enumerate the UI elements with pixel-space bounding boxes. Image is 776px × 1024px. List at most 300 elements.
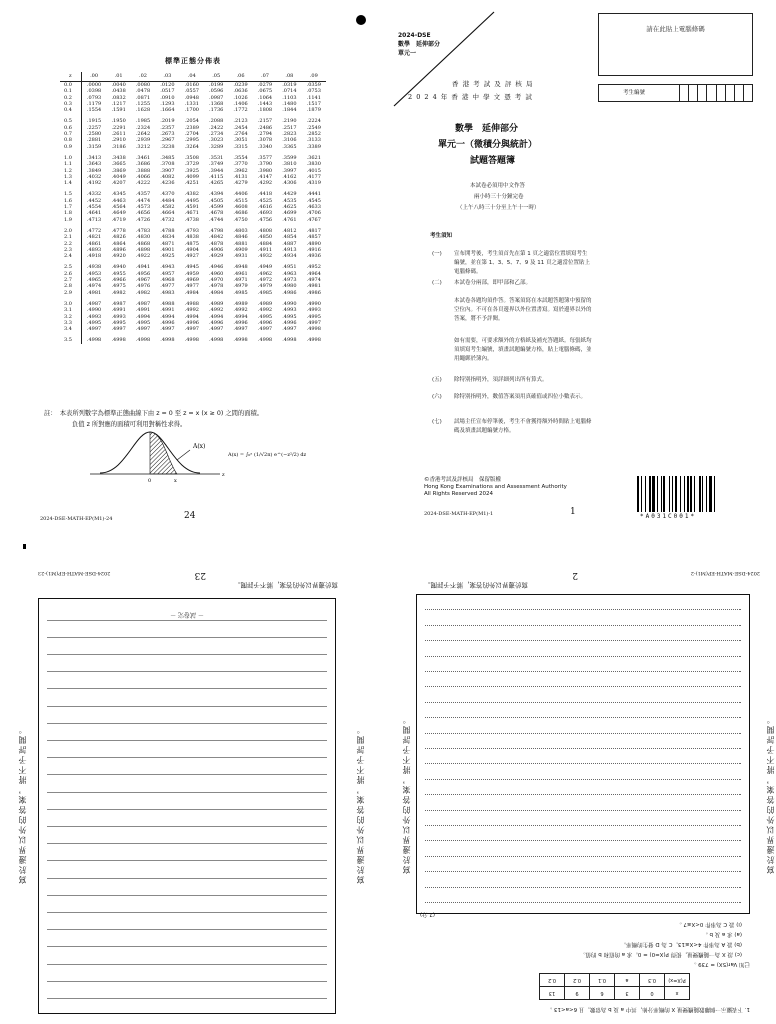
- area-value-cell: .4884: [257, 240, 273, 247]
- area-value-cell: .1368: [209, 100, 224, 107]
- answer-line: [425, 748, 741, 749]
- z-value-cell: 0.9: [60, 144, 81, 150]
- area-value-cell: .4960: [209, 270, 224, 277]
- area-value-cell: .1255: [135, 100, 151, 107]
- area-value-cell: .4608: [233, 204, 248, 211]
- answer-line: [425, 871, 741, 872]
- probability-table-cell: 0: [640, 987, 665, 1000]
- area-value-cell: .0517: [160, 88, 175, 95]
- area-value-cell: .1517: [306, 100, 321, 107]
- question-parts: [420, 919, 750, 959]
- answer-line: [425, 856, 741, 857]
- barcode-sticker-label: 請在此貼上電腦條碼: [646, 25, 705, 33]
- table-row: [60, 137, 326, 143]
- side-note-right-23: 寫於邊界以外的答案，將不予評閱。: [18, 724, 27, 884]
- table-header-cell: .08: [277, 72, 301, 82]
- area-value-cell: .3106: [282, 137, 297, 144]
- answer-line: [425, 794, 741, 795]
- z-value-cell: 2.0: [60, 228, 81, 234]
- note-line-1: 註： 本表所列數字為標準正態曲線下由 z = 0 至 z = x (x ≥ 0) 之間的面積。: [44, 410, 264, 417]
- area-value-cell: .4998: [160, 337, 175, 344]
- subject-short: 數學 延伸部分: [398, 41, 441, 48]
- instruction-text: 本試卷分兩部，即甲部和乙部。: [454, 280, 532, 286]
- probability-table-cell: 0.3: [640, 974, 665, 987]
- question-part: (b) 設 A 為事件 4<X≤13，C 為 D 發生的概率。: [620, 941, 742, 947]
- area-value-cell: .4994: [160, 313, 175, 320]
- barcode-graphic: [637, 476, 747, 514]
- area-value-cell: .2422: [209, 124, 224, 131]
- z-value-cell: 3.1: [60, 307, 81, 313]
- candidate-number-label: 考生編號: [599, 85, 680, 101]
- area-value-cell: .4066: [135, 173, 151, 180]
- area-value-cell: .4357: [135, 191, 151, 198]
- area-value-cell: .4834: [160, 234, 175, 241]
- area-value-cell: .1179: [86, 100, 102, 107]
- area-value-cell: .3554: [233, 154, 248, 161]
- area-value-cell: .4474: [135, 197, 151, 204]
- area-value-cell: .4997: [306, 319, 321, 326]
- table-header-cell: .03: [155, 72, 179, 82]
- z-value-cell: 2.8: [60, 283, 81, 289]
- variance-line: 已知 Var(5X) = 739 。: [690, 961, 750, 967]
- area-value-cell: .4993: [282, 307, 297, 314]
- area-value-cell: .4887: [282, 240, 297, 247]
- question-part: (a) 求 a 及 b 。: [702, 931, 742, 937]
- area-value-cell: .0478: [135, 88, 151, 95]
- area-value-cell: .4949: [257, 264, 273, 271]
- probability-table-cell: x: [665, 987, 690, 1000]
- z-value-cell: 1.4: [60, 180, 81, 186]
- duration-line: 兩小時三十分鐘完卷: [474, 194, 524, 200]
- area-value-cell: .4955: [111, 270, 126, 277]
- area-value-cell: .3643: [86, 161, 102, 168]
- area-value-cell: .4938: [86, 264, 102, 271]
- area-value-cell: .4985: [257, 289, 273, 296]
- area-value-cell: .4997: [209, 326, 224, 333]
- area-value-cell: .4857: [306, 234, 321, 241]
- area-value-cell: .4948: [233, 264, 248, 271]
- instruction-text: 除特別指明外，數值答案須用真確值或四位小數表示。: [454, 394, 587, 400]
- question-part: (i) 設 C 為事件 0<X≤7 。: [676, 921, 742, 927]
- corner-mark: [23, 544, 26, 549]
- area-value-cell: .4599: [209, 204, 224, 211]
- area-value-cell: .4996: [233, 319, 248, 326]
- table-row: [60, 168, 326, 174]
- area-value-cell: .4990: [282, 300, 297, 307]
- instruction-text: 試場主任宣布停筆後，考生不會獲得額外時間貼上電腦條碼及填畫試題編號方格。: [454, 419, 592, 434]
- table-header-cell: .09: [302, 72, 326, 82]
- answer-line: [47, 981, 327, 982]
- question-intro: 1. 下表顯示一個離散隨機變量 X 的概率分佈，其中 a 及 b 為常數，且 6<a<13 。: [546, 1006, 750, 1012]
- area-value-cell: .3238: [160, 143, 175, 150]
- answer-line: [425, 825, 741, 826]
- probability-table-cell: 0.1: [590, 974, 615, 987]
- answer-area-23[interactable]: [38, 598, 336, 1014]
- question-1-block: [420, 909, 750, 1014]
- side-note-right-2: 寫於邊界以外的答案，將不予評閱。: [402, 714, 411, 874]
- area-value-cell: .4826: [111, 234, 126, 241]
- area-value-cell: .0279: [257, 82, 273, 88]
- area-value-cell: .4441: [306, 191, 321, 198]
- area-value-cell: .4236: [160, 180, 175, 187]
- z-value-cell: 1.0: [60, 155, 81, 161]
- answer-line: [425, 779, 741, 780]
- z-value-cell: 0.0: [60, 82, 81, 89]
- area-value-cell: .4981: [306, 283, 321, 290]
- area-value-cell: .4893: [86, 246, 102, 253]
- area-value-cell: .4633: [306, 204, 321, 211]
- answer-line: [47, 809, 327, 810]
- area-value-cell: .0080: [135, 82, 151, 88]
- answer-area-2[interactable]: [416, 594, 750, 914]
- area-value-cell: .4998: [86, 337, 102, 344]
- area-value-cell: .4929: [209, 253, 224, 260]
- area-value-cell: .4980: [282, 283, 297, 290]
- area-value-cell: .4686: [233, 210, 248, 217]
- copyright-en-1: Hong Kong Examinations and Assessment Authority: [424, 484, 567, 490]
- area-value-cell: .4971: [233, 277, 248, 284]
- area-value-cell: .4990: [306, 300, 321, 307]
- area-value-cell: .3869: [111, 167, 126, 174]
- table-row: [60, 82, 326, 89]
- area-value-cell: .1064: [257, 94, 273, 101]
- area-value-cell: .3830: [306, 161, 321, 168]
- area-value-cell: .4693: [257, 210, 273, 217]
- area-value-cell: .4940: [111, 264, 126, 271]
- answer-line: [425, 656, 741, 657]
- area-value-cell: .4993: [86, 313, 102, 320]
- area-value-cell: .2549: [306, 124, 321, 131]
- area-value-cell: .4545: [306, 197, 321, 204]
- area-value-cell: .4279: [233, 180, 248, 187]
- area-value-cell: .2257: [86, 124, 102, 131]
- answer-line: [47, 895, 327, 896]
- area-value-cell: .4099: [184, 173, 199, 180]
- area-value-cell: .3186: [111, 143, 126, 150]
- area-value-cell: .2123: [233, 118, 248, 125]
- answer-line: [425, 902, 741, 903]
- cover-booklet-title: 試題答題簿: [470, 156, 516, 166]
- area-value-cell: .1331: [184, 100, 199, 107]
- area-value-cell: .2673: [160, 131, 175, 138]
- z-value-cell: 2.3: [60, 247, 81, 253]
- z-value-cell: 1.8: [60, 210, 81, 216]
- area-value-cell: .0675: [257, 88, 273, 95]
- answer-line: [47, 637, 327, 638]
- answer-line: [47, 774, 327, 775]
- area-value-cell: .4292: [257, 180, 273, 187]
- area-value-cell: .4993: [111, 313, 126, 320]
- area-value-cell: .4941: [135, 264, 151, 271]
- answer-line: [47, 826, 327, 827]
- area-value-cell: .4997: [135, 326, 151, 333]
- area-value-cell: .4998: [282, 337, 297, 344]
- instruction-text: 宣布開考後，考生須首先在第 1 頁之適當位置填寫考生編號，並在第 1、3、5、7、9 及 11 頁之適當位置貼上電腦條碼。: [454, 251, 590, 275]
- area-value-cell: .4994: [184, 313, 199, 320]
- area-value-cell: .4918: [86, 253, 102, 260]
- answer-line: [425, 717, 741, 718]
- area-value-cell: .4995: [111, 319, 126, 326]
- area-value-cell: .1103: [282, 94, 297, 101]
- area-value-cell: .4973: [282, 277, 297, 284]
- z-value-cell: 0.4: [60, 107, 81, 113]
- answer-line: [47, 757, 327, 758]
- area-value-cell: .4222: [135, 180, 151, 187]
- answer-line: [47, 706, 327, 707]
- table-body: [60, 82, 326, 344]
- area-value-cell: .2611: [111, 131, 126, 138]
- instruction-text: 如有需要，可要求額外的方格紙及補充答題紙。每張紙均須填寫考生編號，填畫試題編號方格，貼上電腦條碼，並用繩綁於簿內。: [454, 338, 592, 362]
- table-note: [44, 408, 334, 430]
- area-value-cell: .4996: [209, 319, 224, 326]
- area-value-cell: .4997: [233, 326, 248, 333]
- z-value-cell: 3.0: [60, 301, 81, 307]
- area-value-cell: .4706: [306, 210, 321, 217]
- area-value-cell: .4989: [233, 300, 248, 307]
- answer-line: [47, 654, 327, 655]
- area-value-cell: .4382: [184, 191, 199, 198]
- area-value-cell: .0793: [86, 94, 102, 101]
- area-value-cell: .4962: [257, 270, 273, 277]
- area-value-cell: .4994: [233, 313, 248, 320]
- area-value-cell: .0239: [233, 82, 248, 88]
- table-header-cell: .05: [204, 72, 228, 82]
- area-value-cell: .3078: [257, 137, 273, 144]
- area-value-cell: .3531: [209, 154, 224, 161]
- area-value-cell: .1985: [135, 118, 151, 125]
- instruction-text: 本試卷各題均須作答。答案須寫在本試題答題簿中預留的空位內。不可在各頁邊界以外位置書寫。寫於邊界以外的答案，將不予評閱。: [454, 298, 592, 322]
- area-value-cell: .4934: [282, 253, 297, 260]
- area-value-cell: .0359: [306, 82, 321, 88]
- area-value-cell: .4986: [306, 289, 321, 296]
- answer-line: [425, 763, 741, 764]
- instruction-number: (一): [432, 251, 442, 257]
- area-value-cell: .3340: [257, 143, 273, 150]
- answer-line: [47, 723, 327, 724]
- area-value-cell: .1844: [282, 107, 297, 114]
- answer-line: [425, 671, 741, 672]
- area-value-cell: .0832: [111, 94, 126, 101]
- area-value-cell: .4945: [184, 264, 199, 271]
- probability-table-cell: 9: [565, 987, 590, 1000]
- table-row: [60, 290, 326, 296]
- area-value-cell: .3264: [184, 143, 199, 150]
- area-value-cell: .4713: [86, 216, 102, 223]
- table-row: [60, 283, 326, 289]
- table-header-cell: .02: [131, 72, 155, 82]
- area-value-cell: .4998: [257, 337, 273, 344]
- table-header-cell: z: [60, 72, 81, 82]
- table-row: [60, 88, 326, 94]
- area-value-cell: .0557: [184, 88, 199, 95]
- area-value-cell: .1808: [257, 107, 273, 114]
- area-value-cell: .4968: [160, 277, 175, 284]
- area-value-cell: .4842: [209, 234, 224, 241]
- area-value-cell: .0948: [184, 94, 199, 101]
- page-number-1: 1: [570, 507, 576, 517]
- note-line-2: 負值 z 所對應的面積可利用對稱性求得。: [72, 421, 187, 428]
- area-value-cell: .4878: [209, 240, 224, 247]
- area-value-cell: .3413: [86, 154, 102, 161]
- area-formula: A(x) = ∫₀ˣ (1/√2π) e^(−z²/2) dz: [228, 452, 307, 458]
- table-header-cell: .07: [253, 72, 277, 82]
- area-value-cell: .3962: [233, 167, 248, 174]
- area-value-cell: .3133: [306, 137, 321, 144]
- area-value-cell: .4756: [257, 216, 273, 223]
- area-value-cell: .4192: [86, 180, 102, 187]
- candidate-number-cells[interactable]: [680, 85, 752, 101]
- area-value-cell: .4927: [184, 253, 199, 260]
- area-value-cell: .4554: [86, 204, 102, 211]
- area-value-cell: .2190: [282, 118, 297, 125]
- area-value-cell: .0438: [111, 88, 126, 95]
- table-header-cell: .01: [106, 72, 130, 82]
- area-value-cell: .2939: [135, 137, 151, 144]
- area-value-cell: .1141: [306, 94, 321, 101]
- area-value-cell: .2088: [209, 118, 224, 125]
- area-value-cell: .4207: [111, 180, 126, 187]
- area-value-cell: .4964: [306, 270, 321, 277]
- area-value-cell: .4977: [184, 283, 199, 290]
- area-value-cell: .2823: [282, 131, 297, 138]
- z-value-cell: 0.7: [60, 131, 81, 137]
- area-value-cell: .2910: [111, 137, 126, 144]
- area-value-cell: .4951: [282, 264, 297, 271]
- area-value-cell: .4994: [209, 313, 224, 320]
- page-23-top-note: 寫於邊界以外的答案，將不予評閱。: [234, 581, 338, 589]
- area-value-cell: .4997: [160, 326, 175, 333]
- area-value-cell: .4049: [111, 173, 126, 180]
- candidate-number-field[interactable]: [598, 84, 753, 102]
- area-value-cell: .4965: [86, 277, 102, 284]
- area-value-cell: .4952: [306, 264, 321, 271]
- area-value-cell: .4995: [282, 313, 297, 320]
- z-value-cell: 0.6: [60, 125, 81, 131]
- module-short: 單元一: [398, 50, 417, 57]
- area-value-cell: .4890: [306, 240, 321, 247]
- area-value-cell: .4452: [86, 197, 102, 204]
- answer-line: [47, 878, 327, 879]
- probability-table-cell: 6: [590, 987, 615, 1000]
- area-value-cell: .0987: [209, 94, 224, 101]
- answer-line: [425, 625, 741, 626]
- area-value-cell: .4979: [233, 283, 248, 290]
- area-value-cell: .4996: [282, 319, 297, 326]
- z-value-cell: 1.2: [60, 168, 81, 174]
- area-value-cell: .4495: [184, 197, 199, 204]
- area-value-cell: .4991: [160, 307, 175, 314]
- area-value-cell: .4015: [306, 167, 321, 174]
- probability-table-cell: 3: [615, 987, 640, 1000]
- area-value-cell: .4319: [306, 180, 321, 187]
- area-value-cell: .3888: [135, 167, 151, 174]
- page-number-23: 23: [194, 570, 206, 580]
- area-value-cell: .4131: [233, 173, 248, 180]
- area-value-cell: .4906: [209, 246, 224, 253]
- area-value-cell: .2486: [257, 124, 273, 131]
- area-value-cell: .3729: [184, 161, 199, 168]
- table-row: [60, 241, 326, 247]
- area-value-cell: .3051: [233, 137, 248, 144]
- area-value-cell: .4978: [209, 283, 224, 290]
- area-value-cell: .4535: [282, 197, 297, 204]
- answer-line: [47, 843, 327, 844]
- area-value-cell: .4997: [282, 326, 297, 333]
- area-value-cell: .4998: [135, 337, 151, 344]
- z-value-cell: 2.5: [60, 264, 81, 270]
- area-value-cell: .3907: [160, 167, 175, 174]
- area-value-cell: .2224: [306, 118, 321, 125]
- page-2-top-note: 寫於邊界以外的答案，將不予評閱。: [424, 581, 528, 589]
- answer-line: [425, 840, 741, 841]
- barcode-sticker-box[interactable]: [598, 13, 753, 76]
- area-value-cell: .4975: [111, 283, 126, 290]
- area-value-cell: .4463: [111, 197, 126, 204]
- area-value-cell: .4798: [209, 227, 224, 234]
- area-value-cell: .4989: [209, 300, 224, 307]
- area-value-cell: .2291: [111, 124, 126, 131]
- z-value-cell: 2.4: [60, 253, 81, 259]
- answer-line: [425, 702, 741, 703]
- page-number-24: 24: [184, 511, 196, 521]
- area-value-cell: .1026: [233, 94, 248, 101]
- area-value-cell: .3289: [209, 143, 224, 150]
- footer-code-24: 2024-DSE-MATH-EP(M1)-24: [40, 516, 113, 522]
- area-value-cell: .1879: [306, 107, 321, 114]
- instruction-number: (五): [432, 377, 442, 383]
- probability-table-cell: 0.2: [540, 974, 565, 987]
- area-value-cell: .4573: [135, 204, 151, 211]
- area-value-cell: .4625: [282, 204, 297, 211]
- area-value-cell: .4991: [135, 307, 151, 314]
- area-value-cell: .4671: [184, 210, 199, 217]
- area-value-cell: .3508: [184, 154, 199, 161]
- table-row: [60, 180, 326, 186]
- area-value-cell: .1950: [111, 118, 126, 125]
- footer-code-1: 2024-DSE-MATH-EP(M1)-1: [424, 511, 494, 517]
- area-value-cell: .4505: [209, 197, 224, 204]
- area-value-cell: .4803: [233, 227, 248, 234]
- area-value-cell: .4990: [86, 307, 102, 314]
- area-value-cell: .4177: [306, 173, 321, 180]
- area-value-cell: .4985: [233, 289, 248, 296]
- z-value-cell: 3.5: [60, 337, 81, 343]
- z-value-cell: 3.2: [60, 314, 81, 320]
- area-value-cell: .1443: [257, 100, 273, 107]
- area-value-cell: .4649: [111, 210, 126, 217]
- page-2-rotated: [384, 552, 775, 1024]
- area-value-cell: .4484: [160, 197, 175, 204]
- area-value-cell: .4838: [184, 234, 199, 241]
- question-part: (c) 設 X 為一隨機變量，使得 P(X=0) = 0。求 a 的值和 b 的值。: [579, 951, 742, 957]
- area-value-cell: .2324: [135, 124, 151, 131]
- z-value-cell: 0.8: [60, 137, 81, 143]
- area-value-cell: .4963: [282, 270, 297, 277]
- answer-line: [425, 733, 741, 734]
- table-row: [60, 144, 326, 150]
- area-value-cell: .0753: [306, 88, 321, 95]
- area-value-cell: .3365: [282, 143, 297, 150]
- area-value-cell: .4761: [282, 216, 297, 223]
- area-value-cell: .4616: [257, 204, 273, 211]
- area-value-cell: .4969: [184, 277, 199, 284]
- area-value-cell: .2054: [184, 118, 199, 125]
- area-value-cell: .4591: [184, 204, 199, 211]
- area-value-cell: .4974: [86, 283, 102, 290]
- area-value-cell: .4901: [160, 246, 175, 253]
- instruction-number: (二): [432, 280, 442, 286]
- authority-name: 香 港 考 試 及 評 核 局: [452, 80, 534, 88]
